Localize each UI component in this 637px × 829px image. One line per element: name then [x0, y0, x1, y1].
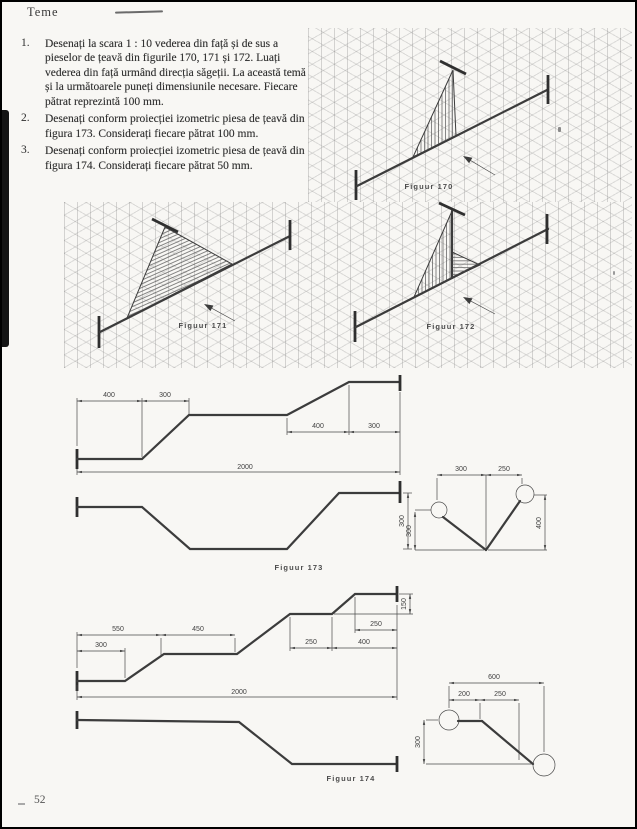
task-item-1	[21, 37, 313, 109]
task-list	[21, 37, 313, 176]
task-text: Desenați conform proiecției izometric piesa de țeavă din figura 174. Considerați fiecare pătrat 50 mm.	[45, 145, 305, 172]
dim-label: 300	[406, 525, 413, 537]
pipe-top-view	[77, 382, 400, 459]
view-direction-arrow	[471, 301, 495, 314]
dim-label: 400	[358, 639, 370, 646]
pipe-side-view	[443, 517, 486, 550]
scan-artifact-dash	[18, 803, 25, 805]
pipe-end-circle	[533, 754, 555, 776]
hatched-section	[127, 227, 232, 318]
dim-label: 400	[103, 392, 115, 399]
figure-label: Figuur 171	[178, 321, 228, 330]
task-text: Desenați la scara 1 : 10 vederea din față și de sus a pieselor de țeavă din figurile 170, 171 și 172. Luați vederea din față urmând direcția săgeții. La această temă și la următoarele puneți dimensiunile necesare. Fiecare pătrat reprezintă 100 mm.	[45, 38, 306, 108]
hatched-section-vertical	[414, 211, 452, 297]
pipe-end-circle	[431, 502, 447, 518]
task-item-3	[21, 144, 313, 173]
dim-label: 450	[192, 626, 204, 633]
scan-artifact-smudge	[115, 10, 163, 13]
fig173-drawing	[54, 374, 634, 579]
dim-label: 300	[368, 423, 380, 430]
arrow-head	[204, 304, 213, 311]
dim-label: 200	[458, 691, 470, 698]
dim-label: 300	[455, 466, 467, 473]
page-header: Teme	[27, 5, 59, 19]
figure-label: Figuur 170	[404, 182, 454, 191]
fig171-172-drawing	[64, 202, 632, 368]
dim-label: 400	[536, 517, 543, 529]
task-item-2	[21, 112, 313, 141]
dim-label: 300	[159, 392, 171, 399]
pipe-end-circle	[516, 485, 534, 503]
arrow-head	[463, 297, 473, 304]
pipe-side-view	[486, 501, 520, 550]
scan-artifact-bar	[2, 110, 9, 347]
task-number: 3.	[21, 144, 30, 157]
dim-label: 400	[312, 423, 324, 430]
task-number: 1.	[21, 37, 30, 49]
dim-label: 600	[488, 674, 500, 681]
view-direction-arrow	[471, 161, 495, 175]
figure-label: Figuur 174	[326, 774, 376, 783]
dim-label: 300	[415, 736, 422, 748]
dim-label: 250	[370, 621, 382, 628]
page-number: 52	[34, 794, 46, 806]
iso-grid-panel-band	[64, 202, 632, 368]
task-number: 2.	[21, 112, 30, 125]
hatched-section-horizontal	[452, 252, 480, 278]
dim-label: 2000	[237, 464, 253, 471]
arrow-head	[463, 156, 472, 163]
dim-label: 550	[112, 626, 124, 633]
dim-label: 300	[95, 642, 107, 649]
pipe-side-view	[482, 721, 533, 764]
fig174-drawing	[54, 580, 634, 805]
dim-label: 250	[494, 691, 506, 698]
dim-label: 250	[498, 466, 510, 473]
dim-label: 300	[399, 515, 406, 527]
pipe-front-view	[77, 720, 397, 764]
view-direction-arrow	[212, 308, 235, 321]
pipe-end-circle	[439, 710, 459, 730]
figure-label: Figuur 172	[426, 322, 476, 331]
fig170-drawing	[308, 28, 632, 202]
dim-label: 2000	[231, 689, 247, 696]
hatched-section	[413, 70, 456, 157]
figure-label: Figuur 173	[274, 563, 324, 572]
dim-label: 150	[401, 598, 408, 610]
task-text: Desenați conform proiecției izometric piesa de țeavă din figura 173. Considerați fiecare pătrat 100 mm.	[45, 113, 305, 140]
iso-grid-panel-top	[308, 28, 632, 202]
dim-label: 250	[305, 639, 317, 646]
pipe-front-view	[77, 493, 400, 549]
